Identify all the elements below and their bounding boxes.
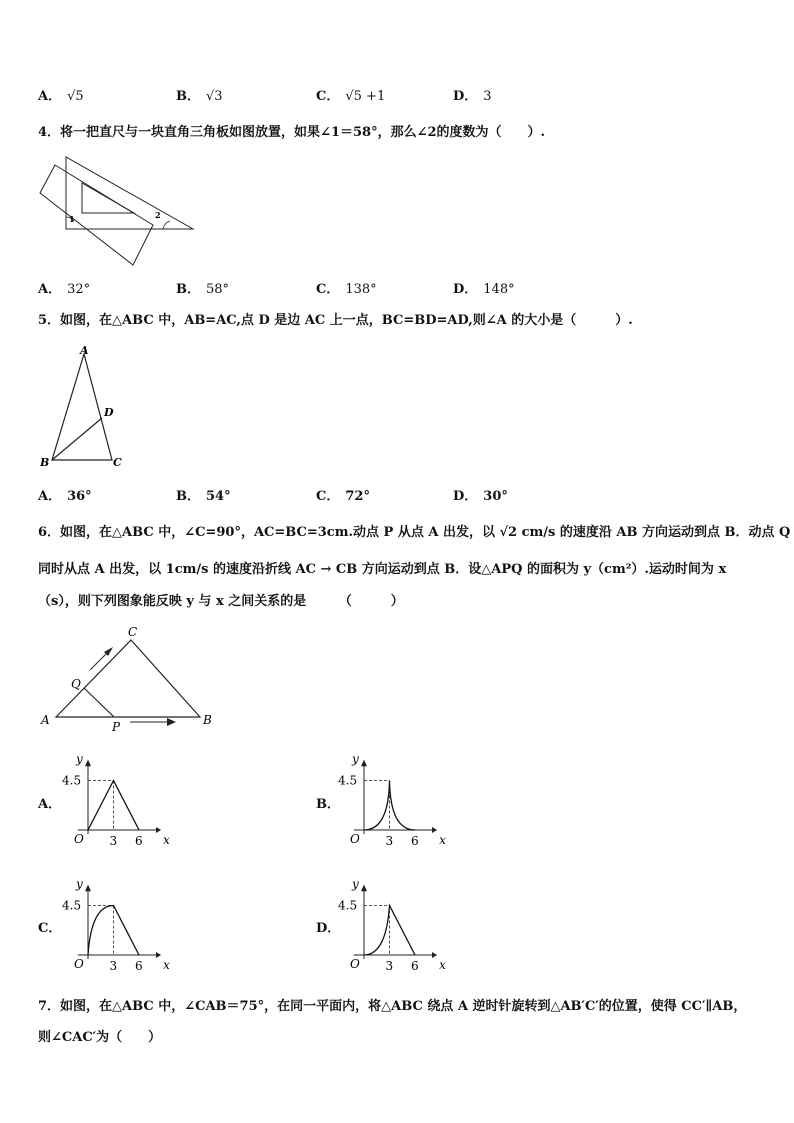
x-axis-arrow bbox=[156, 827, 161, 833]
q5-figure-triangle bbox=[38, 342, 138, 472]
q6-option-a-graph[interactable] bbox=[60, 748, 170, 848]
set-square-outer bbox=[66, 157, 193, 229]
point-q-label: Q bbox=[71, 677, 81, 691]
set-square-inner bbox=[82, 183, 134, 213]
q4-option-b-value: 58° bbox=[206, 282, 230, 297]
q4-option-a[interactable]: A． 32° bbox=[38, 282, 91, 297]
x-axis-arrow bbox=[432, 952, 437, 958]
x-axis-label: x bbox=[439, 958, 446, 972]
origin-label: O bbox=[74, 957, 84, 971]
q7-question-line-2: 则∠CAC′为（ ） bbox=[38, 1030, 162, 1045]
x-tick-3-label: 3 bbox=[109, 959, 118, 973]
q6-option-c-graph[interactable] bbox=[60, 873, 170, 973]
q3-option-d-value: 3 bbox=[483, 89, 492, 104]
q3-option-a-value: √5 bbox=[67, 89, 84, 104]
q5-option-d-value: 30° bbox=[483, 489, 508, 504]
q6-option-c-label[interactable]: C． bbox=[38, 921, 62, 936]
point-b-label: B bbox=[40, 456, 50, 469]
point-b-label: B bbox=[203, 713, 212, 727]
q5-question-text: 5．如图，在△ABC 中，AB=AC,点 D 是边 AC 上一点，BC=BD=AD,则∠A 的大小是（ ）. bbox=[38, 313, 633, 328]
y-max-label: 4.5 bbox=[62, 773, 82, 788]
x-tick-6-label: 6 bbox=[411, 959, 419, 973]
x-tick-6-label: 6 bbox=[411, 834, 419, 848]
x-axis-arrow bbox=[432, 827, 437, 833]
origin-label: O bbox=[74, 832, 84, 846]
q3-option-b-value: √3 bbox=[206, 89, 223, 104]
q5-option-d[interactable]: D． 30° bbox=[453, 489, 508, 504]
q4-figure-ruler-triangle bbox=[38, 155, 198, 270]
q4-question-text: 4．将一把直尺与一块直角三角板如图放置，如果∠1＝58°，那么∠2的度数为（ ）. bbox=[38, 125, 546, 140]
y-max-label: 4.5 bbox=[62, 898, 82, 913]
q3-option-d[interactable]: D． 3 bbox=[453, 89, 492, 104]
x-tick-6-label: 6 bbox=[135, 834, 143, 848]
q6-figure-triangle bbox=[38, 622, 228, 737]
origin-label: O bbox=[350, 832, 360, 846]
q6-option-d-graph[interactable] bbox=[336, 873, 446, 973]
q6-option-b-label[interactable]: B． bbox=[316, 797, 340, 812]
x-tick-6-label: 6 bbox=[135, 959, 143, 973]
q5-option-b-value: 54° bbox=[206, 489, 231, 504]
q5-option-c-value: 72° bbox=[345, 489, 370, 504]
y-axis-label: y bbox=[76, 876, 83, 891]
x-axis-arrow bbox=[156, 952, 161, 958]
x-tick-3-label: 3 bbox=[109, 834, 118, 848]
y-axis-arrow bbox=[85, 885, 91, 892]
y-axis-arrow bbox=[361, 760, 367, 767]
q5-option-a[interactable]: A． 36° bbox=[38, 489, 92, 504]
point-a-label: A bbox=[80, 344, 89, 357]
point-d-label: D bbox=[104, 406, 114, 419]
q4-option-b[interactable]: B． 58° bbox=[176, 282, 230, 297]
q5-option-b[interactable]: B． 54° bbox=[176, 489, 231, 504]
origin-label: O bbox=[350, 957, 360, 971]
y-max-label: 4.5 bbox=[338, 773, 358, 788]
y-max-label: 4.5 bbox=[338, 898, 358, 913]
x-tick-3-label: 3 bbox=[385, 834, 394, 848]
angle-1-label: 1 bbox=[69, 214, 75, 224]
q3-option-a[interactable]: A． √5 bbox=[38, 89, 84, 104]
q6-question-line-3: （s），则下列图象能反映 y 与 x 之间关系的是 （ ） bbox=[38, 594, 404, 609]
q4-option-a-value: 32° bbox=[67, 282, 91, 297]
q5-option-c[interactable]: C． 72° bbox=[316, 489, 370, 504]
q6-option-d-label[interactable]: D． bbox=[316, 921, 341, 936]
q3-option-c-value: √5 +1 bbox=[345, 89, 386, 104]
q4-option-c[interactable]: C． 138° bbox=[316, 282, 377, 297]
q4-option-d-value: 148° bbox=[483, 282, 515, 297]
q7-question-line-1: 7．如图，在△ABC 中，∠CAB＝75°，在同一平面内，将△ABC 绕点 A 逆时针旋转到△AB′C′的位置，使得 CC′∥AB， bbox=[38, 999, 747, 1014]
y-axis-label: y bbox=[352, 876, 359, 891]
q6-option-b-graph[interactable] bbox=[336, 748, 446, 848]
q4-option-c-value: 138° bbox=[345, 282, 377, 297]
q6-question-line-1: 6．如图，在△ABC 中，∠C=90°，AC=BC=3cm.动点 P 从点 A 出发，以 √2 cm/s 的速度沿 AB 方向运动到点 B．动点 Q bbox=[38, 525, 791, 540]
q4-option-d[interactable]: D． 148° bbox=[453, 282, 515, 297]
point-p-label: P bbox=[112, 720, 121, 734]
angle-2-label: 2 bbox=[155, 210, 161, 220]
point-a-label: A bbox=[41, 713, 50, 727]
x-axis-label: x bbox=[163, 833, 170, 847]
x-axis-label: x bbox=[163, 958, 170, 972]
q5-option-a-value: 36° bbox=[67, 489, 92, 504]
point-c-label: C bbox=[113, 456, 122, 469]
q6-question-line-2: 同时从点 A 出发，以 1cm/s 的速度沿折线 AC → CB 方向运动到点 B．设△APQ 的面积为 y（cm²）.运动时间为 x bbox=[38, 562, 727, 577]
x-axis-label: x bbox=[439, 833, 446, 847]
y-axis-label: y bbox=[76, 751, 83, 766]
x-tick-3-label: 3 bbox=[385, 959, 394, 973]
y-axis-label: y bbox=[352, 751, 359, 766]
y-axis-arrow bbox=[361, 885, 367, 892]
ruler-shape bbox=[40, 165, 153, 265]
point-c-label: C bbox=[128, 625, 138, 639]
q3-option-c[interactable]: C． √5 +1 bbox=[316, 89, 386, 104]
q3-option-b[interactable]: B． √3 bbox=[176, 89, 223, 104]
q6-option-a-label[interactable]: A． bbox=[38, 797, 62, 812]
y-axis-arrow bbox=[85, 760, 91, 767]
